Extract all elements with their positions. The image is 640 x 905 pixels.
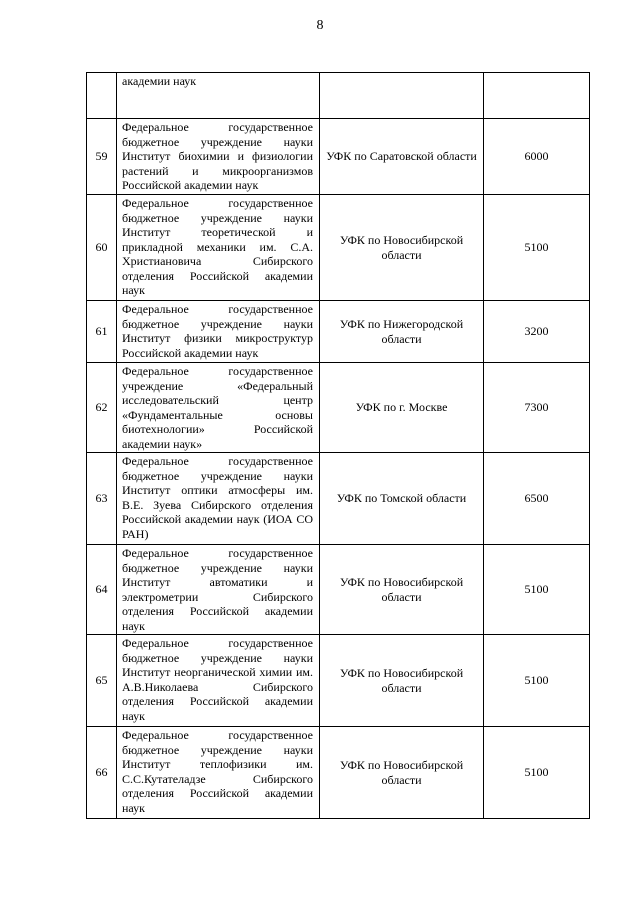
amount-cell: [484, 363, 590, 453]
row-number: 64: [95, 582, 108, 597]
institution-name-cell: [117, 545, 320, 635]
row-number-cell: [87, 635, 117, 727]
amount: 5100: [524, 240, 549, 255]
treasury-office: УФК по Новосибирской области: [339, 758, 464, 787]
institution-name: академии наук: [122, 74, 197, 88]
row-number: 61: [95, 324, 108, 339]
institution-name: Федеральное государственное бюджетное учреждение науки Институт оптики атмосферы им. В.Е. Зуева Сибирского отделения Российской академии наук (ИОА СО РАН): [122, 454, 313, 541]
treasury-office-cell: [320, 363, 484, 453]
amount: 6500: [524, 491, 549, 506]
institution-name-cell: [117, 195, 320, 301]
treasury-office-cell: [320, 73, 484, 119]
institution-name: Федеральное государственное бюджетное учреждение науки Институт биохимии и физиологии растений и микроорганизмов Российской академии наук: [122, 120, 313, 192]
institution-name-cell: [117, 301, 320, 363]
institution-name-cell: [117, 727, 320, 819]
treasury-office-cell: [320, 545, 484, 635]
table-row: [87, 301, 590, 363]
treasury-office-cell: [320, 195, 484, 301]
treasury-office-cell: [320, 301, 484, 363]
institution-name: Федеральное государственное бюджетное учреждение науки Институт теплофизики им. С.С.Кутателадзе Сибирского отделения Российской академии наук: [122, 728, 313, 815]
row-number: 65: [95, 673, 108, 688]
row-number: 63: [95, 491, 108, 506]
table-row: [87, 727, 590, 819]
treasury-office: УФК по Новосибирской области: [339, 575, 464, 604]
row-number-cell: [87, 119, 117, 195]
institution-name-cell: [117, 73, 320, 119]
row-number-cell: [87, 363, 117, 453]
amount: 5100: [524, 582, 549, 597]
treasury-office: УФК по Томской области: [336, 491, 467, 506]
institution-name-cell: [117, 119, 320, 195]
amount: 5100: [524, 673, 549, 688]
row-number: 59: [95, 149, 108, 164]
row-number-cell: [87, 195, 117, 301]
institution-name: Федеральное государственное бюджетное учреждение науки Институт теоретической и прикладной механики им. С.А. Христиановича Сибирского отделения Российской академии наук: [122, 196, 313, 297]
institution-name: Федеральное государственное учреждение «Федеральный исследовательский центр «Фундаментальные основы биотехнологии» Российской академии наук»: [122, 364, 313, 451]
row-number-cell: [87, 727, 117, 819]
amount: 3200: [524, 324, 549, 339]
amount-cell: [484, 301, 590, 363]
treasury-office: УФК по г. Москве: [355, 400, 448, 415]
amount-cell: [484, 119, 590, 195]
row-number-cell: [87, 453, 117, 545]
amount: 7300: [524, 400, 549, 415]
amount-cell: [484, 73, 590, 119]
row-number: 60: [95, 240, 108, 255]
amount-cell: [484, 195, 590, 301]
amount-cell: [484, 635, 590, 727]
amount: 6000: [524, 149, 549, 164]
institution-name-cell: [117, 453, 320, 545]
treasury-office: УФК по Нижегородской области: [339, 317, 464, 346]
amount-cell: [484, 545, 590, 635]
treasury-office: УФК по Новосибирской области: [339, 666, 464, 695]
institution-name-cell: [117, 635, 320, 727]
row-number: 66: [95, 765, 108, 780]
treasury-office-cell: [320, 453, 484, 545]
amount-cell: [484, 727, 590, 819]
table-row: [87, 453, 590, 545]
page-number: 8: [316, 18, 324, 33]
amount-cell: [484, 453, 590, 545]
table-row: [87, 363, 590, 453]
institution-name-cell: [117, 363, 320, 453]
row-number-cell: [87, 73, 117, 119]
institution-name: Федеральное государственное бюджетное учреждение науки Институт неорганической химии им. А.В.Николаева Сибирского отделения Российской академии наук: [122, 636, 313, 723]
table-row: [87, 73, 590, 119]
treasury-office: УФК по Саратовской области: [326, 149, 477, 164]
table-row: [87, 635, 590, 727]
institutions-table: [86, 72, 590, 819]
treasury-office-cell: [320, 635, 484, 727]
amount: 5100: [524, 765, 549, 780]
table-row: [87, 119, 590, 195]
table-row: [87, 545, 590, 635]
table-row: [87, 195, 590, 301]
treasury-office-cell: [320, 119, 484, 195]
row-number-cell: [87, 301, 117, 363]
treasury-office: УФК по Новосибирской области: [339, 233, 464, 262]
row-number: 62: [95, 400, 108, 415]
row-number-cell: [87, 545, 117, 635]
treasury-office-cell: [320, 727, 484, 819]
institution-name: Федеральное государственное бюджетное учреждение науки Институт автоматики и электрометрии Сибирского отделения Российской академии наук: [122, 546, 313, 633]
institution-name: Федеральное государственное бюджетное учреждение науки Институт физики микроструктур Российской академии наук: [122, 302, 313, 360]
